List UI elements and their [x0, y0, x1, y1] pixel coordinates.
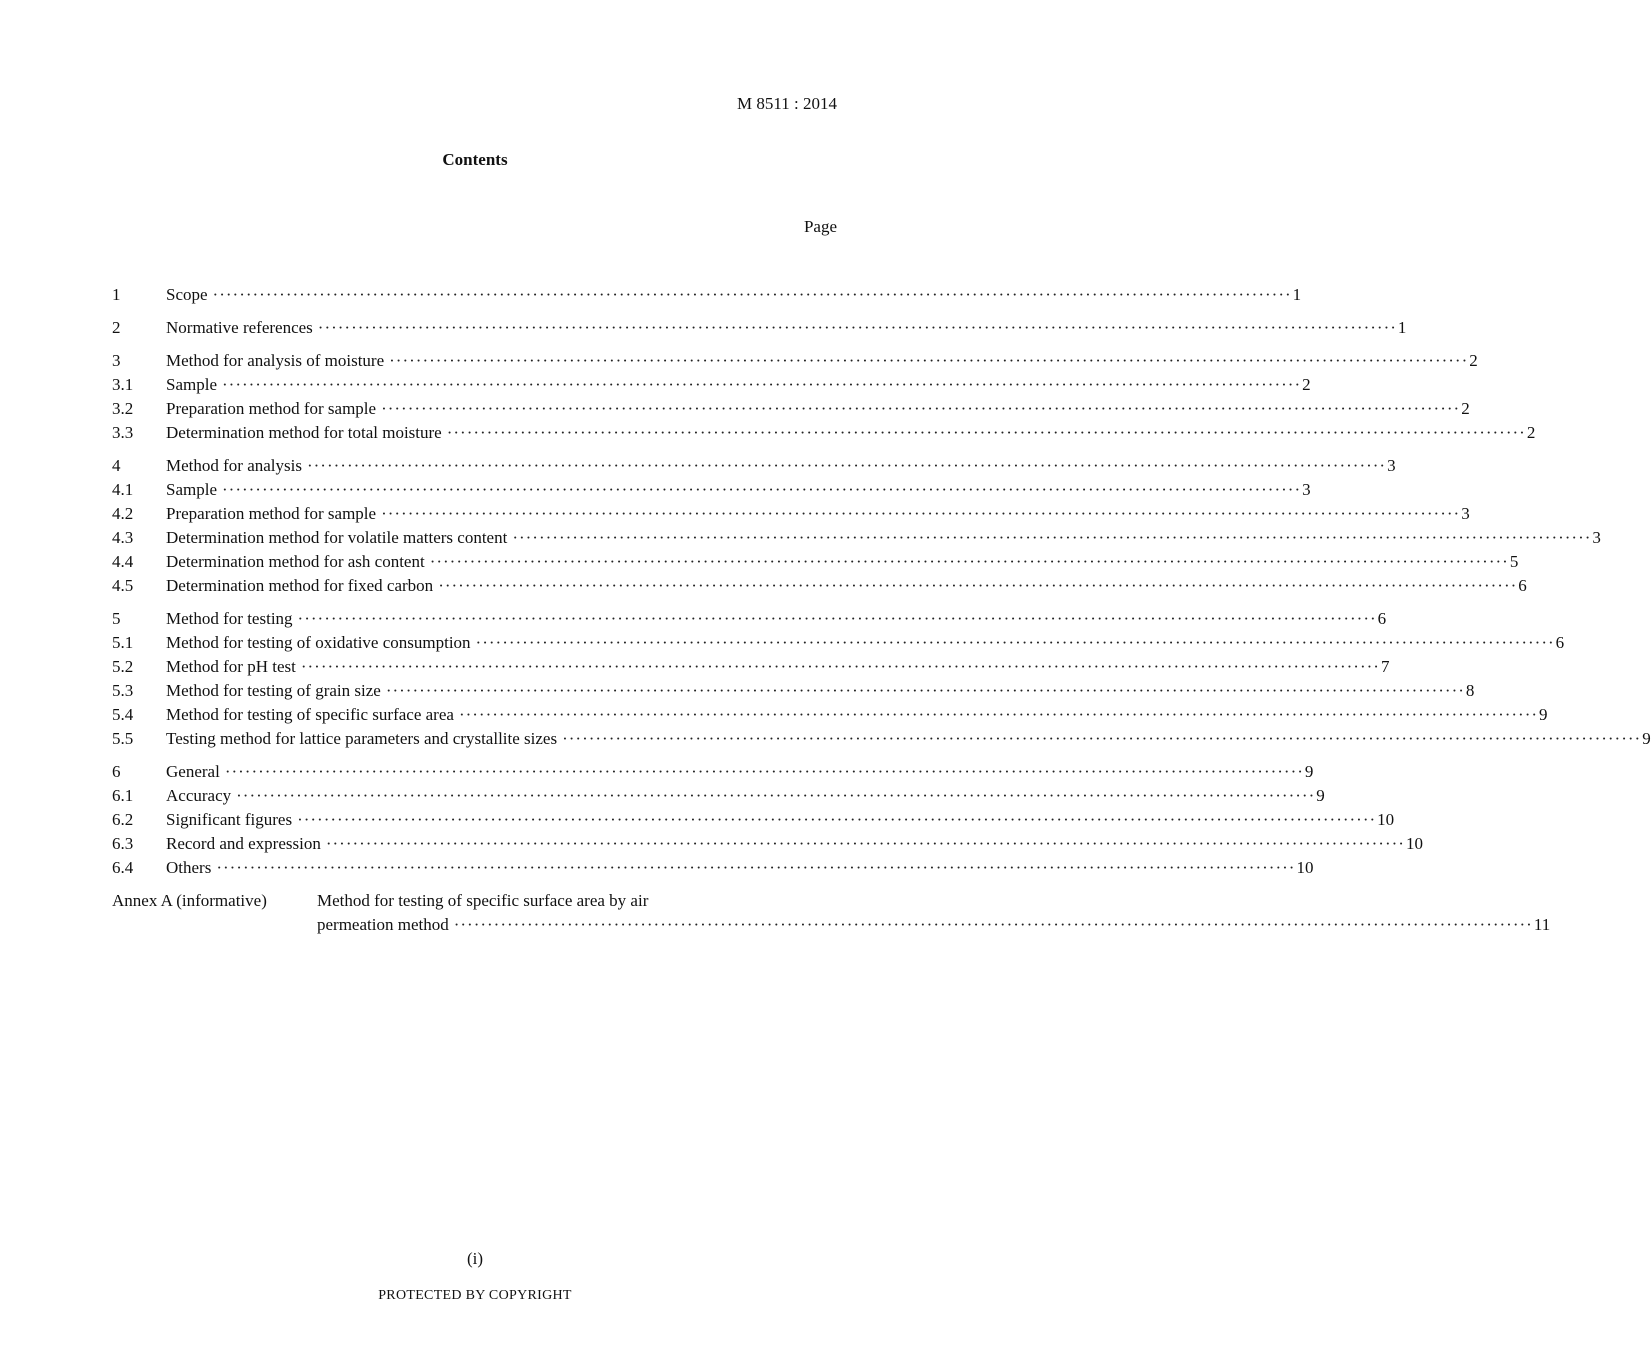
- toc-group: [112, 316, 1407, 340]
- dot-leader: [454, 913, 1533, 937]
- toc-group: [112, 283, 1302, 307]
- toc-entry-title: Method for pH test: [166, 657, 296, 676]
- toc-entry-title: Testing method for lattice parameters and crystallite sizes: [166, 729, 558, 748]
- dot-leader: [301, 655, 1380, 679]
- toc-entry-page: 10: [1296, 858, 1314, 877]
- toc-entry-number: 4.2: [112, 504, 134, 523]
- toc-entry[interactable]: [112, 703, 1548, 727]
- toc-entry-page: 2: [1461, 399, 1470, 418]
- toc-entry-title: Scope: [166, 285, 208, 304]
- toc-entry-number: 4.5: [112, 576, 134, 595]
- toc-entry-page: 3: [1302, 480, 1311, 499]
- toc-entry-number: 5.4: [112, 705, 134, 724]
- toc-annex-entry[interactable]: [112, 889, 1551, 937]
- toc-entry-page: 6: [1518, 576, 1527, 595]
- dot-leader: [326, 832, 1405, 856]
- toc-entry-page: 9: [1316, 786, 1325, 805]
- toc-entry-title: Sample: [166, 375, 217, 394]
- toc-entry-number: 5.1: [112, 633, 134, 652]
- toc-entry-number: 2: [112, 318, 121, 337]
- toc-entry-number: 5.3: [112, 681, 134, 700]
- annex-title-line-2: [317, 913, 1550, 937]
- dot-leader: [381, 397, 1460, 421]
- toc-entry[interactable]: [112, 373, 1311, 397]
- toc-entry-number: 5.5: [112, 729, 134, 748]
- toc-entry-number: 3.2: [112, 399, 134, 418]
- toc-entry-title: Method for testing: [166, 609, 293, 628]
- dot-leader: [307, 454, 1386, 478]
- toc-entry-page: 9: [1304, 762, 1314, 781]
- toc-entry[interactable]: [112, 631, 1565, 655]
- dot-leader: [318, 316, 1397, 340]
- contents-heading: Contents: [442, 150, 508, 169]
- dot-leader: [476, 631, 1555, 655]
- toc-entry-title: Method for testing of oxidative consumption: [166, 633, 471, 652]
- toc-entry-page: 1: [1397, 318, 1407, 337]
- dot-leader: [297, 808, 1376, 832]
- toc-entry-number: 1: [112, 285, 121, 304]
- toc-entry-number: 5: [112, 609, 121, 628]
- toc-entry-page: 9: [1642, 729, 1651, 748]
- dot-leader: [216, 856, 1295, 880]
- toc-entry-number: 4: [112, 456, 121, 475]
- toc-entry-title: Preparation method for sample: [166, 504, 377, 523]
- toc-entry-number: 3.1: [112, 375, 134, 394]
- toc-entry[interactable]: [112, 478, 1311, 502]
- toc-entry-page: 10: [1405, 834, 1423, 853]
- page-column-label: Page: [803, 217, 837, 236]
- dot-leader: [438, 574, 1517, 598]
- toc-group: [112, 349, 1536, 445]
- dot-leader: [213, 283, 1292, 307]
- standard-number: M 8511 : 2014: [737, 94, 837, 113]
- toc-entry-number: 3.3: [112, 423, 134, 442]
- toc-entry-title: Accuracy: [166, 786, 232, 805]
- toc-group: [112, 454, 1601, 598]
- toc-entry-page: 3: [1387, 456, 1396, 475]
- toc-entry[interactable]: [112, 760, 1314, 784]
- dot-leader: [386, 679, 1465, 703]
- toc-entry-title: Sample: [166, 480, 217, 499]
- toc-entry-page: 6: [1555, 633, 1565, 652]
- footer-page-number: (i): [466, 1249, 484, 1268]
- toc-entry-title: Significant figures: [166, 810, 293, 829]
- toc-entry-number: 6.1: [112, 786, 134, 805]
- toc-entry-page: 3: [1461, 504, 1470, 523]
- annex-title: [317, 889, 1550, 937]
- toc-entry[interactable]: [112, 454, 1396, 478]
- table-of-contents: [112, 283, 1651, 937]
- toc-entry-page: 3: [1592, 528, 1601, 547]
- toc-entry[interactable]: [112, 283, 1302, 307]
- toc-entry-page: 2: [1526, 423, 1536, 442]
- toc-group: [112, 760, 1423, 880]
- toc-entry[interactable]: [112, 679, 1475, 703]
- toc-entry-title: Normative references: [166, 318, 313, 337]
- toc-entry[interactable]: [112, 727, 1651, 751]
- toc-entry-title: Method for testing of grain size: [166, 681, 381, 700]
- toc-entry[interactable]: [112, 526, 1601, 550]
- annex-title-line-1: Method for testing of specific surface area by air: [317, 891, 649, 910]
- dot-leader: [236, 784, 1315, 808]
- toc-entry-number: 6: [112, 762, 121, 781]
- dot-leader: [222, 373, 1301, 397]
- toc-entry-title: Determination method for fixed carbon: [166, 576, 434, 595]
- annex-title-line-2-text: permeation method: [317, 915, 449, 934]
- annex-page-number: 11: [1533, 915, 1551, 934]
- toc-entry[interactable]: [112, 607, 1387, 631]
- toc-entry[interactable]: [112, 397, 1470, 421]
- toc-entry-title: Method for analysis of moisture: [166, 351, 385, 370]
- toc-entry-page: 9: [1539, 705, 1548, 724]
- toc-entry-number: 6.2: [112, 810, 134, 829]
- toc-entry-page: 10: [1377, 810, 1395, 829]
- toc-entry-title: Preparation method for sample: [166, 399, 377, 418]
- dot-leader: [430, 550, 1509, 574]
- dot-leader: [447, 421, 1526, 445]
- toc-entry[interactable]: [112, 808, 1395, 832]
- toc-entry-page: 7: [1380, 657, 1390, 676]
- toc-entry[interactable]: [112, 502, 1470, 526]
- toc-entry-number: 3: [112, 351, 121, 370]
- toc-entry-number: 6.4: [112, 858, 134, 877]
- toc-entry-page: 8: [1465, 681, 1475, 700]
- toc-entry[interactable]: [112, 856, 1314, 880]
- dot-leader: [459, 703, 1538, 727]
- toc-entry[interactable]: [112, 421, 1536, 445]
- toc-entry-title: Method for testing of specific surface area: [166, 705, 454, 724]
- toc-entry-page: 2: [1302, 375, 1311, 394]
- toc-entry-page: 1: [1292, 285, 1302, 304]
- toc-entry-number: 4.1: [112, 480, 134, 499]
- toc-entry[interactable]: [112, 316, 1407, 340]
- toc-entry-title: Record and expression: [166, 834, 321, 853]
- dot-leader: [562, 727, 1641, 751]
- copyright-notice: PROTECTED BY COPYRIGHT: [378, 1288, 572, 1303]
- dot-leader: [381, 502, 1460, 526]
- annex-label: Annex A (informative): [112, 891, 267, 910]
- toc-entry-title: Determination method for ash content: [166, 552, 425, 571]
- dot-leader: [512, 526, 1591, 550]
- toc-entry-number: 4.4: [112, 552, 134, 571]
- toc-entry-number: 6.3: [112, 834, 134, 853]
- toc-entry-page: 5: [1509, 552, 1519, 571]
- toc-entry-page: 6: [1377, 609, 1387, 628]
- toc-entry-title: Determination method for volatile matters content: [166, 528, 508, 547]
- toc-entry-title: Method for analysis: [166, 456, 302, 475]
- toc-entry-title: Determination method for total moisture: [166, 423, 442, 442]
- toc-entry-number: 5.2: [112, 657, 134, 676]
- toc-entry[interactable]: [112, 550, 1519, 574]
- toc-entry[interactable]: [112, 574, 1527, 598]
- dot-leader: [298, 607, 1377, 631]
- toc-entry[interactable]: [112, 655, 1390, 679]
- toc-entry[interactable]: [112, 349, 1478, 373]
- toc-groups: [112, 283, 1651, 880]
- toc-entry[interactable]: [112, 832, 1423, 856]
- dot-leader: [222, 478, 1301, 502]
- dot-leader: [225, 760, 1304, 784]
- toc-group: [112, 607, 1651, 751]
- toc-entry-number: 4.3: [112, 528, 134, 547]
- toc-entry[interactable]: [112, 784, 1325, 808]
- toc-entry-title: General: [166, 762, 220, 781]
- toc-entry-page: 2: [1469, 351, 1478, 370]
- dot-leader: [389, 349, 1468, 373]
- toc-entry-title: Others: [166, 858, 212, 877]
